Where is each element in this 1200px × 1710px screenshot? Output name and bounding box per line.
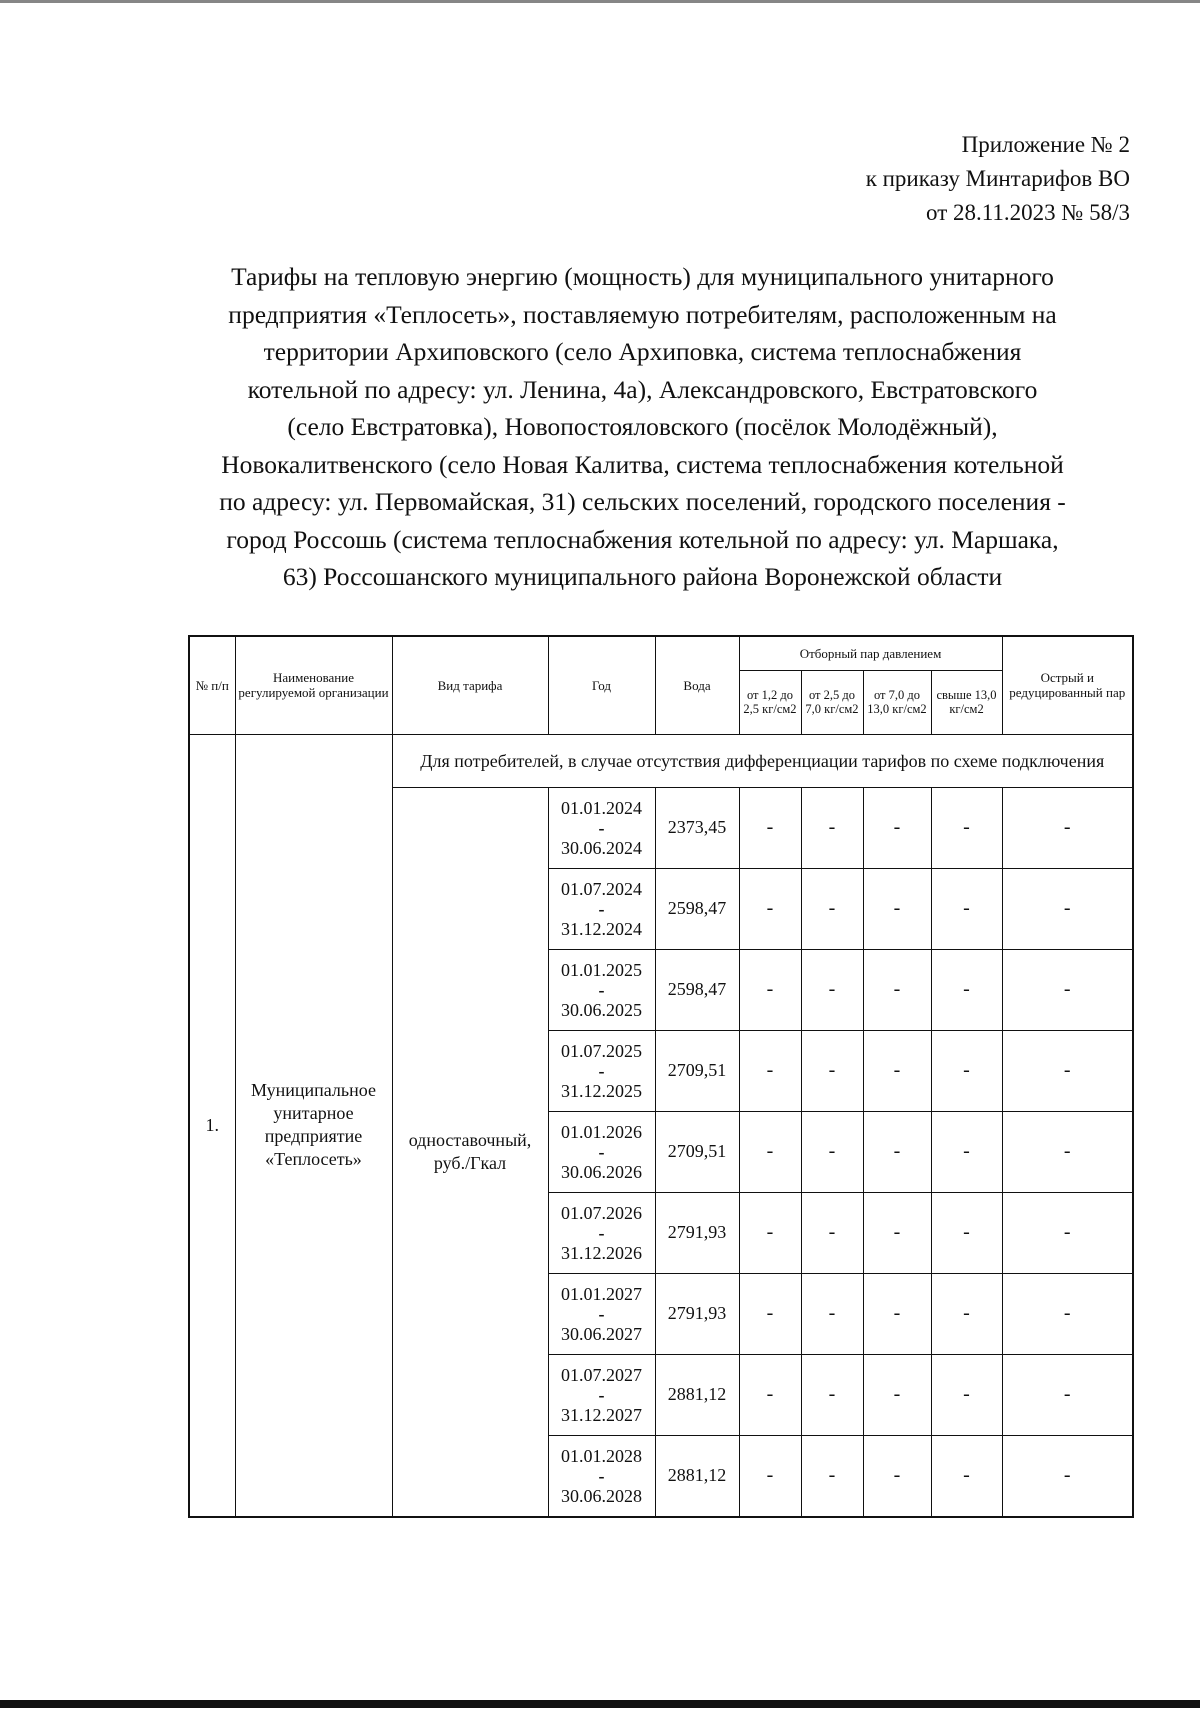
water-tariff: 2791,93: [655, 1192, 739, 1273]
period-to: 30.06.2026: [561, 1161, 642, 1182]
steam-4-tariff: -: [931, 949, 1002, 1030]
header-org: Наименование регулируемой организации: [235, 636, 392, 734]
steam-4-tariff: -: [931, 868, 1002, 949]
period-from: 01.01.2025: [561, 959, 642, 980]
period-separator: -: [598, 817, 605, 838]
water-tariff: 2373,45: [655, 787, 739, 868]
scan-top-edge: [0, 0, 1200, 3]
water-tariff: 2709,51: [655, 1030, 739, 1111]
sharp-steam-tariff: -: [1002, 949, 1133, 1030]
steam-1-tariff: -: [739, 868, 801, 949]
tariff-type: одноставочный, руб./Гкал: [392, 787, 548, 1517]
sharp-steam-tariff: -: [1002, 1111, 1133, 1192]
steam-2-tariff: -: [801, 1111, 863, 1192]
steam-3-tariff: -: [863, 1111, 931, 1192]
water-tariff: 2709,51: [655, 1111, 739, 1192]
title-line: Тарифы на тепловую энергию (мощность) для муниципального унитарного: [231, 262, 1054, 291]
steam-4-tariff: -: [931, 787, 1002, 868]
steam-1-tariff: -: [739, 1111, 801, 1192]
period-separator: -: [598, 1384, 605, 1405]
steam-2-tariff: -: [801, 1192, 863, 1273]
appendix-reference: [866, 128, 1130, 230]
steam-4-tariff: -: [931, 1030, 1002, 1111]
period-cell: [548, 1273, 655, 1354]
water-tariff: 2791,93: [655, 1273, 739, 1354]
steam-3-tariff: -: [863, 868, 931, 949]
steam-1-tariff: -: [739, 949, 801, 1030]
steam-2-tariff: -: [801, 1354, 863, 1435]
sharp-steam-tariff: -: [1002, 787, 1133, 868]
period-cell: [548, 949, 655, 1030]
title-line: территории Архиповского (село Архиповка, система теплоснабжения: [263, 337, 1022, 366]
period-from: 01.01.2028: [561, 1445, 642, 1466]
appendix-number: Приложение № 2: [961, 132, 1130, 157]
tariff-rows: [189, 734, 1133, 1517]
period-to: 31.12.2024: [561, 918, 642, 939]
period-to: 30.06.2024: [561, 837, 642, 858]
header-steam-group: Отборный пар давлением: [739, 636, 1002, 670]
period-from: 01.07.2026: [561, 1202, 642, 1223]
steam-3-tariff: -: [863, 949, 931, 1030]
steam-4-tariff: -: [931, 1111, 1002, 1192]
sharp-steam-tariff: -: [1002, 1273, 1133, 1354]
steam-4-tariff: -: [931, 1192, 1002, 1273]
appendix-date: от 28.11.2023 № 58/3: [926, 200, 1130, 225]
period-from: 01.01.2024: [561, 797, 642, 818]
org-name: Муниципальное унитарное предприятие «Теплосеть»: [235, 734, 392, 1517]
period-separator: -: [598, 979, 605, 1000]
period-to: 31.12.2026: [561, 1242, 642, 1263]
document-title: [170, 258, 1115, 596]
period-cell: [548, 1030, 655, 1111]
tariff-table: [188, 635, 1134, 1518]
steam-2-tariff: -: [801, 1435, 863, 1517]
header-num: № п/п: [189, 636, 235, 734]
steam-3-tariff: -: [863, 1354, 931, 1435]
steam-3-tariff: -: [863, 1030, 931, 1111]
header-steam-4: свыше 13,0 кг/см2: [931, 670, 1002, 734]
title-line: по адресу: ул. Первомайская, 31) сельских поселений, городского поселения -: [219, 487, 1066, 516]
steam-3-tariff: -: [863, 1273, 931, 1354]
period-to: 31.12.2027: [561, 1404, 642, 1425]
period-cell: [548, 1435, 655, 1517]
steam-4-tariff: -: [931, 1354, 1002, 1435]
period-separator: -: [598, 1141, 605, 1162]
header-steam-1: от 1,2 до 2,5 кг/см2: [739, 670, 801, 734]
steam-2-tariff: -: [801, 1030, 863, 1111]
steam-1-tariff: -: [739, 1435, 801, 1517]
period-from: 01.07.2024: [561, 878, 642, 899]
period-from: 01.07.2027: [561, 1364, 642, 1385]
water-tariff: 2598,47: [655, 868, 739, 949]
sharp-steam-tariff: -: [1002, 1192, 1133, 1273]
header-steam-2: от 2,5 до 7,0 кг/см2: [801, 670, 863, 734]
steam-1-tariff: -: [739, 1354, 801, 1435]
header-steam-3: от 7,0 до 13,0 кг/см2: [863, 670, 931, 734]
period-to: 30.06.2027: [561, 1323, 642, 1344]
sharp-steam-tariff: -: [1002, 1030, 1133, 1111]
steam-3-tariff: -: [863, 787, 931, 868]
period-from: 01.01.2027: [561, 1283, 642, 1304]
appendix-order: к приказу Минтарифов ВО: [865, 166, 1130, 191]
steam-4-tariff: -: [931, 1435, 1002, 1517]
sharp-steam-tariff: -: [1002, 1354, 1133, 1435]
steam-1-tariff: -: [739, 1192, 801, 1273]
scan-bottom-edge: [0, 1700, 1200, 1708]
steam-3-tariff: -: [863, 1192, 931, 1273]
title-line: 63) Россошанского муниципального района Воронежской области: [282, 562, 1003, 591]
period-cell: [548, 1111, 655, 1192]
steam-1-tariff: -: [739, 787, 801, 868]
steam-2-tariff: -: [801, 868, 863, 949]
title-line: (село Евстратовка), Новопостояловского (посёлок Молодёжный),: [287, 412, 998, 441]
steam-2-tariff: -: [801, 787, 863, 868]
period-cell: [548, 1354, 655, 1435]
group-caption: Для потребителей, в случае отсутствия дифференциации тарифов по схеме подключения: [392, 734, 1133, 787]
steam-4-tariff: -: [931, 1273, 1002, 1354]
period-to: 31.12.2025: [561, 1080, 642, 1101]
row-number: 1.: [189, 734, 235, 1517]
sharp-steam-tariff: -: [1002, 868, 1133, 949]
period-separator: -: [598, 1222, 605, 1243]
period-cell: [548, 787, 655, 868]
period-separator: -: [598, 1465, 605, 1486]
period-cell: [548, 868, 655, 949]
sharp-steam-tariff: -: [1002, 1435, 1133, 1517]
steam-2-tariff: -: [801, 1273, 863, 1354]
water-tariff: 2598,47: [655, 949, 739, 1030]
steam-1-tariff: -: [739, 1030, 801, 1111]
period-separator: -: [598, 1303, 605, 1324]
water-tariff: 2881,12: [655, 1354, 739, 1435]
period-cell: [548, 1192, 655, 1273]
steam-1-tariff: -: [739, 1273, 801, 1354]
steam-3-tariff: -: [863, 1435, 931, 1517]
period-to: 30.06.2028: [561, 1485, 642, 1506]
title-line: город Россошь (система теплоснабжения котельной по адресу: ул. Маршака,: [226, 524, 1059, 554]
steam-2-tariff: -: [801, 949, 863, 1030]
period-separator: -: [598, 898, 605, 919]
header-tariff-type: Вид тарифа: [392, 636, 548, 734]
period-to: 30.06.2025: [561, 999, 642, 1020]
water-tariff: 2881,12: [655, 1435, 739, 1517]
period-from: 01.01.2026: [561, 1121, 642, 1142]
title-line: котельной по адресу: ул. Ленина, 4а), Александровского, Евстратовского: [247, 374, 1038, 404]
header-sharp-steam: Острый и редуцированный пар: [1002, 636, 1133, 734]
header-water: Вода: [655, 636, 739, 734]
period-from: 01.07.2025: [561, 1040, 642, 1061]
header-year: Год: [548, 636, 655, 734]
period-separator: -: [598, 1060, 605, 1081]
title-line: предприятия «Теплосеть», поставляемую потребителям, расположенным на: [228, 299, 1057, 329]
title-line: Новокалитвенского (село Новая Калитва, система теплоснабжения котельной: [221, 449, 1064, 479]
